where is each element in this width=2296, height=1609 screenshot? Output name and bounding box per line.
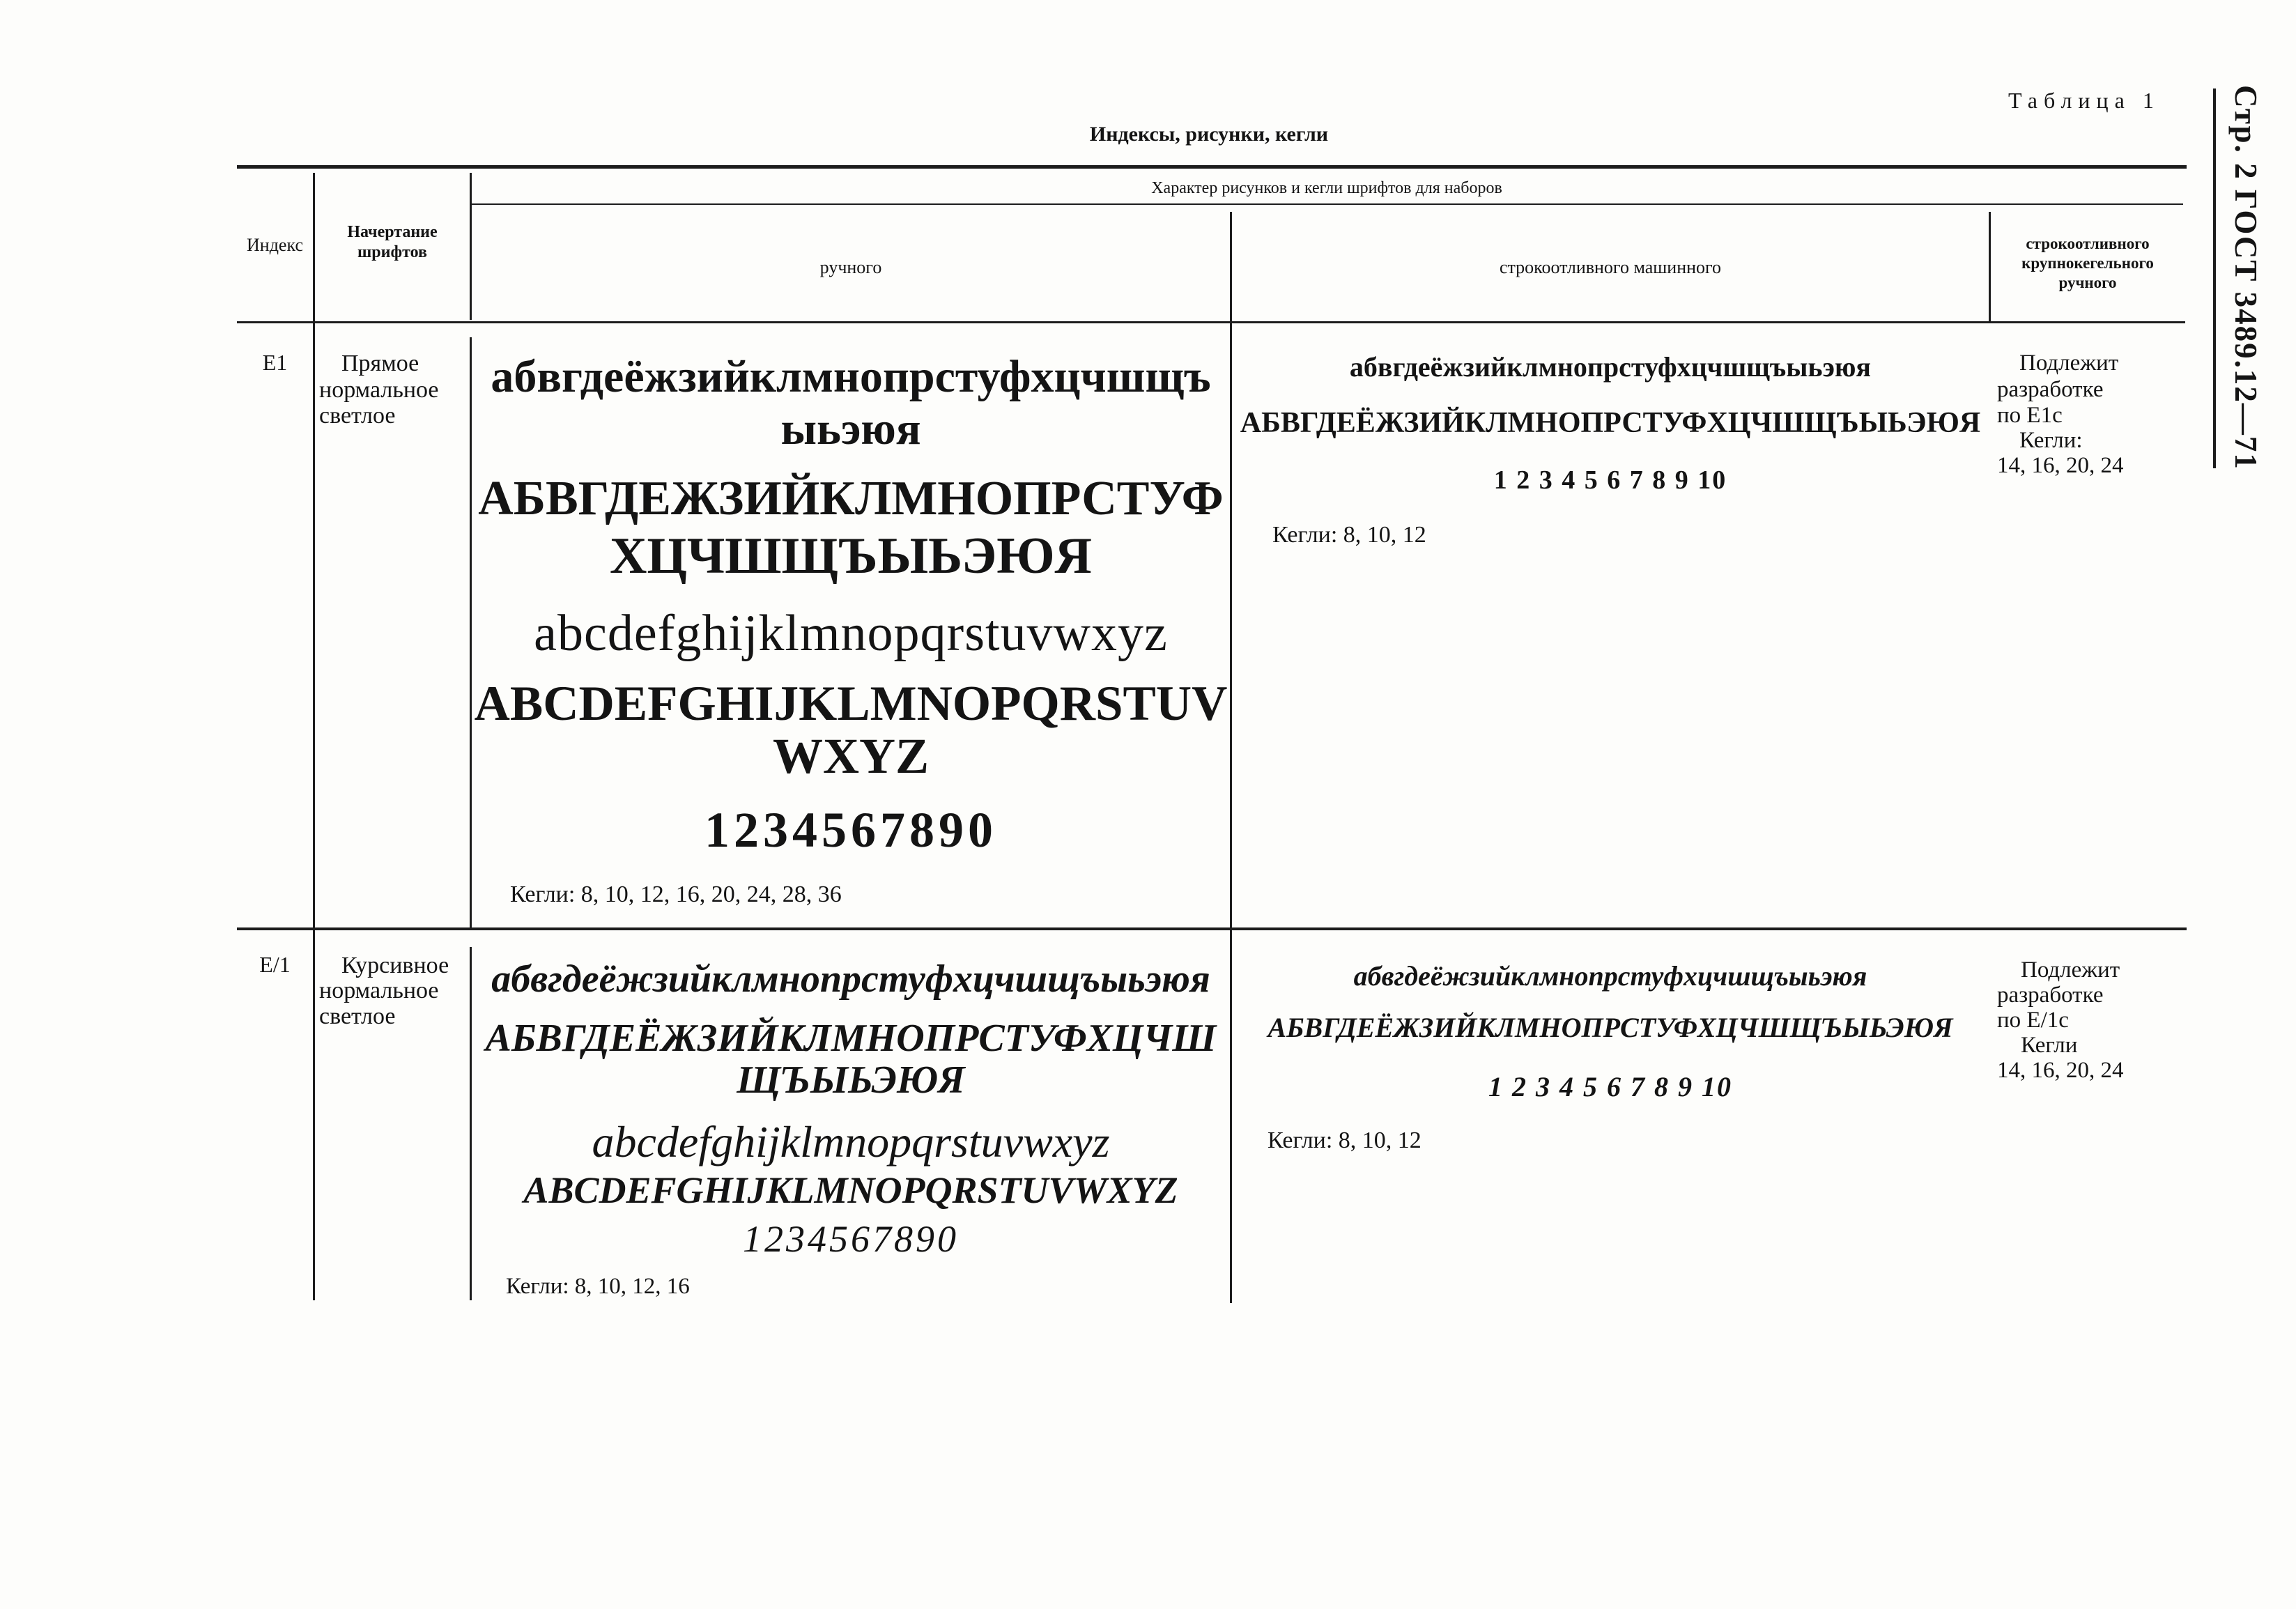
column-rule-style-row1 bbox=[470, 337, 472, 929]
row1-style-line-3: светлое bbox=[319, 403, 396, 429]
row2-large-casting-line-3: по Е/1с bbox=[1997, 1008, 2069, 1033]
header-line-casting-machine: строкоотливного машинного bbox=[1499, 257, 1722, 277]
table-label: Таблица 1 bbox=[2008, 88, 2160, 113]
row1-large-casting-line-1: Подлежит bbox=[2019, 351, 2119, 376]
row1-machine-uppercase-cyrillic: АБВГДЕЁЖЗИЙКЛМНОПРСТУФХЦЧШЩЪЫЬЭЮЯ bbox=[1240, 407, 1981, 439]
row1-machine-sizes: Кегли: 8, 10, 12 bbox=[1272, 522, 1426, 548]
row1-manual-uppercase-latin-cont: WXYZ bbox=[772, 728, 929, 784]
row2-machine-digits: 1 2 3 4 5 6 7 8 9 10 bbox=[1488, 1071, 1732, 1102]
row1-style-line-2: нормальное bbox=[319, 377, 439, 403]
row2-machine-uppercase-cyrillic: АБВГДЕЁЖЗИЙКЛМНОПРСТУФХЦЧШЩЪЫЬЭЮЯ bbox=[1268, 1012, 1953, 1043]
row2-large-casting-line-2: разработке bbox=[1997, 983, 2104, 1008]
row1-machine-digits: 1 2 3 4 5 6 7 8 9 10 bbox=[1493, 465, 1727, 495]
row1-manual-uppercase-cyrillic-cont: ХЦЧШЩЪЫЬЭЮЯ bbox=[609, 528, 1092, 585]
header-manual: ручного bbox=[819, 257, 882, 277]
header-large-casting-line-1: строкоотливного bbox=[2026, 235, 2150, 252]
row2-manual-lowercase-latin: abcdefghijklmnopqrstuvwxyz bbox=[592, 1117, 1110, 1167]
header-group: Характер рисунков и кегли шрифтов для наборов bbox=[1151, 179, 1502, 197]
header-large-casting-line-2: крупнокегельного bbox=[2021, 254, 2154, 272]
row1-manual-sizes: Кегли: 8, 10, 12, 16, 20, 24, 28, 36 bbox=[510, 882, 842, 907]
row1-manual-uppercase-cyrillic: АБВГДЕЖЗИЙКЛМНОПРСТУФ bbox=[478, 472, 1224, 525]
table-title: Индексы, рисунки, кегли bbox=[1089, 123, 1329, 146]
column-rule-index bbox=[313, 173, 315, 1300]
row2-style-line-2: нормальное bbox=[319, 978, 439, 1003]
row2-manual-uppercase-latin: ABCDEFGHIJKLMNOPQRSTUVWXYZ bbox=[523, 1169, 1178, 1211]
row2-machine-lowercase-cyrillic: абвгдеёжзийклмнопрстуфхцчшщъыьэюя bbox=[1353, 960, 1867, 992]
table-rule-row-separator bbox=[237, 927, 2187, 930]
row2-style-line-1: Курсивное bbox=[341, 953, 449, 978]
row1-large-casting-line-3: по Е1с bbox=[1997, 403, 2063, 428]
row1-style-line-1: Прямое bbox=[341, 351, 419, 376]
table-rule-top bbox=[237, 165, 2187, 169]
running-head: Стр. 2 ГОСТ 3489.12—71 bbox=[2228, 85, 2263, 470]
row2-style-line-3: светлое bbox=[319, 1003, 396, 1029]
row2-manual-uppercase-cyrillic: АБВГДЕЁЖЗИЙКЛМНОПРСТУФХЦЧШ bbox=[485, 1017, 1217, 1060]
column-rule-manual-row1 bbox=[1230, 323, 1232, 927]
row1-index: Е1 bbox=[262, 350, 288, 375]
table-rule-group bbox=[470, 203, 2183, 205]
row2-manual-lowercase-cyrillic: абвгдеёжзийклмнопрстуфхцчшщъыьэюя bbox=[491, 957, 1210, 1001]
row1-manual-lowercase-cyrillic-cont: ыьэюя bbox=[780, 403, 921, 454]
row2-machine-sizes: Кегли: 8, 10, 12 bbox=[1268, 1127, 1421, 1153]
row2-large-casting-line-4: Кегли bbox=[2021, 1033, 2078, 1058]
row1-large-casting-line-5: 14, 16, 20, 24 bbox=[1997, 453, 2124, 478]
column-rule-manual-row2 bbox=[1230, 930, 1232, 1303]
row1-manual-uppercase-latin: ABCDEFGHIJKLMNOPQRSTUV bbox=[474, 677, 1228, 731]
row1-large-casting-line-4: Кегли: bbox=[2019, 428, 2083, 453]
row1-manual-lowercase-cyrillic: абвгдеёжзийклмнопрстуфхцчшщъ bbox=[491, 351, 1211, 402]
row2-manual-digits: 1234567890 bbox=[743, 1218, 959, 1260]
column-rule-style-row2 bbox=[470, 947, 472, 1300]
row1-machine-lowercase-cyrillic: абвгдеёжзийклмнопрстуфхцчшщъыьэюя bbox=[1349, 351, 1872, 383]
row2-large-casting-line-1: Подлежит bbox=[2021, 957, 2120, 983]
row2-large-casting-line-5: 14, 16, 20, 24 bbox=[1997, 1058, 2124, 1083]
row2-manual-sizes: Кегли: 8, 10, 12, 16 bbox=[506, 1274, 690, 1299]
header-large-casting-line-3: ручного bbox=[2058, 274, 2117, 291]
row2-index: Е/1 bbox=[259, 952, 291, 977]
header-style-line-1: Начертание bbox=[347, 223, 438, 241]
row2-manual-uppercase-cyrillic-cont: ЩЪЫЬЭЮЯ bbox=[737, 1058, 965, 1102]
row1-manual-lowercase-latin: abcdefghijklmnopqrstuvwxyz bbox=[534, 605, 1168, 662]
header-style-line-2: шрифтов bbox=[357, 243, 427, 261]
running-head-rule bbox=[2213, 88, 2216, 468]
table-rule-header-bottom bbox=[237, 321, 2185, 323]
header-index: Индекс bbox=[247, 235, 303, 255]
row1-manual-digits: 1234567890 bbox=[704, 802, 997, 858]
row1-large-casting-line-2: разработке bbox=[1997, 377, 2104, 402]
